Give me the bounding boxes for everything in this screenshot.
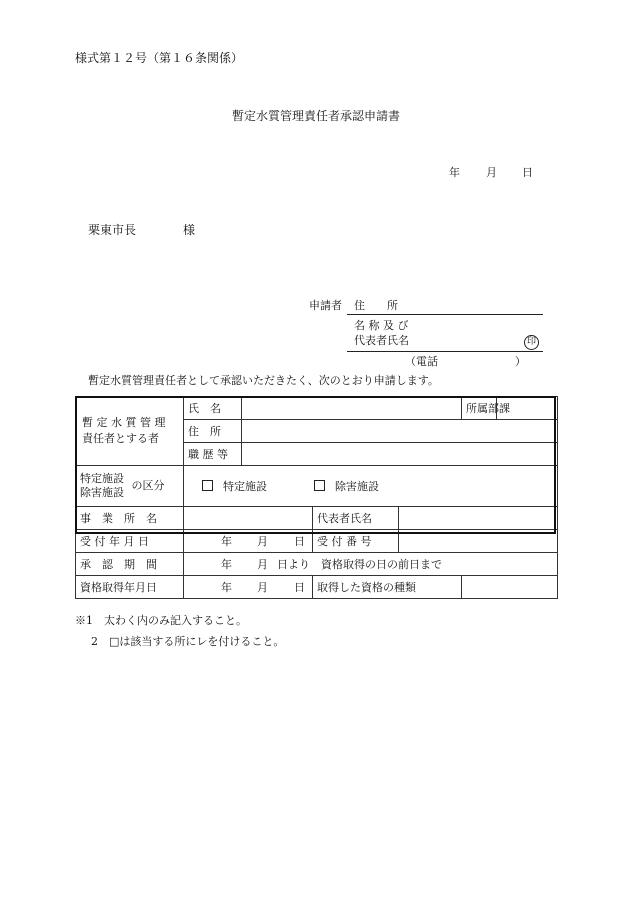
- applicant-address-label: 住 所: [354, 299, 398, 312]
- receipt-day: 日: [294, 535, 305, 548]
- receipt-year: 年: [221, 535, 232, 548]
- address-field[interactable]: [242, 420, 558, 443]
- facility-options: [184, 466, 558, 507]
- date-year-label: 年: [449, 166, 460, 179]
- career-field[interactable]: [242, 443, 558, 466]
- department-label: 所属部課: [462, 397, 497, 420]
- facility-label-1: 特定施設: [80, 472, 124, 485]
- approval-period-field[interactable]: [184, 553, 558, 576]
- facility-division-label: [76, 466, 184, 507]
- addressee-sama: 様: [183, 223, 196, 237]
- qualification-year: 年: [221, 581, 232, 594]
- receipt-date-field[interactable]: [184, 530, 313, 553]
- option-specific-label: 特定施設: [223, 480, 267, 493]
- period-text: 日より 資格取得の日の前日まで: [277, 558, 442, 571]
- addressee-mayor: 栗東市長: [88, 223, 137, 237]
- applicant-phone: （電話 ）: [405, 355, 526, 368]
- page-title: 暫定水質管理責任者承認申請書: [232, 109, 401, 123]
- receipt-number-field[interactable]: [399, 530, 558, 553]
- date-month-label: 月: [486, 166, 497, 179]
- note-1: ※1 太わく内のみ記入すること。: [75, 614, 247, 627]
- receipt-date-label: 受 付 年 月 日: [76, 530, 184, 553]
- qualification-day: 日: [294, 581, 305, 594]
- seal-icon: 印: [524, 335, 539, 350]
- application-table: [75, 396, 558, 599]
- applicant-name-label-2: 代表者氏名: [354, 334, 409, 347]
- applicant-address-line: [347, 314, 543, 315]
- qualification-date-field[interactable]: [184, 576, 313, 599]
- name-field[interactable]: [242, 397, 462, 420]
- address-label: 住 所: [184, 420, 242, 443]
- period-year: 年: [221, 558, 232, 571]
- career-label: 職 歴 等: [184, 443, 242, 466]
- name-label: 氏 名: [184, 397, 242, 420]
- approval-period-label: 承 認 期 間: [76, 553, 184, 576]
- note-2: 2 □は該当する所にレを付けること。: [91, 635, 285, 648]
- checkbox-specific-facility[interactable]: [202, 480, 213, 491]
- business-name-field[interactable]: [184, 507, 313, 530]
- checkbox-removal-facility[interactable]: [314, 480, 325, 491]
- form-number: 様式第１２号（第１６条関係）: [75, 51, 244, 65]
- qualification-month: 月: [257, 581, 268, 594]
- applicant-name-label-1: 名 称 及 び: [354, 319, 409, 332]
- date-day-label: 日: [522, 166, 533, 179]
- business-name-label: 事 業 所 名: [76, 507, 184, 530]
- responsible-person-label: 暫 定 水 質 管 理 責任者とする者: [76, 397, 184, 466]
- applicant-label: 申請者: [309, 299, 342, 312]
- receipt-month: 月: [257, 535, 268, 548]
- applicant-name-line: [347, 351, 543, 352]
- facility-division-text: の区分: [131, 479, 165, 492]
- facility-label-2: 除害施設: [80, 486, 124, 499]
- qualification-date-label: 資格取得年月日: [76, 576, 184, 599]
- period-month: 月: [257, 558, 268, 571]
- representative-field[interactable]: [399, 507, 558, 530]
- option-removal-label: 除害施設: [335, 480, 379, 493]
- qualification-type-label: 取得した資格の種類: [313, 576, 462, 599]
- receipt-number-label: 受 付 番 号: [313, 530, 399, 553]
- representative-label: 代表者氏名: [313, 507, 399, 530]
- intro-text: 暫定水質管理責任者として承認いただきたく、次のとおり申請します。: [88, 374, 439, 387]
- qualification-type-field[interactable]: [462, 576, 558, 599]
